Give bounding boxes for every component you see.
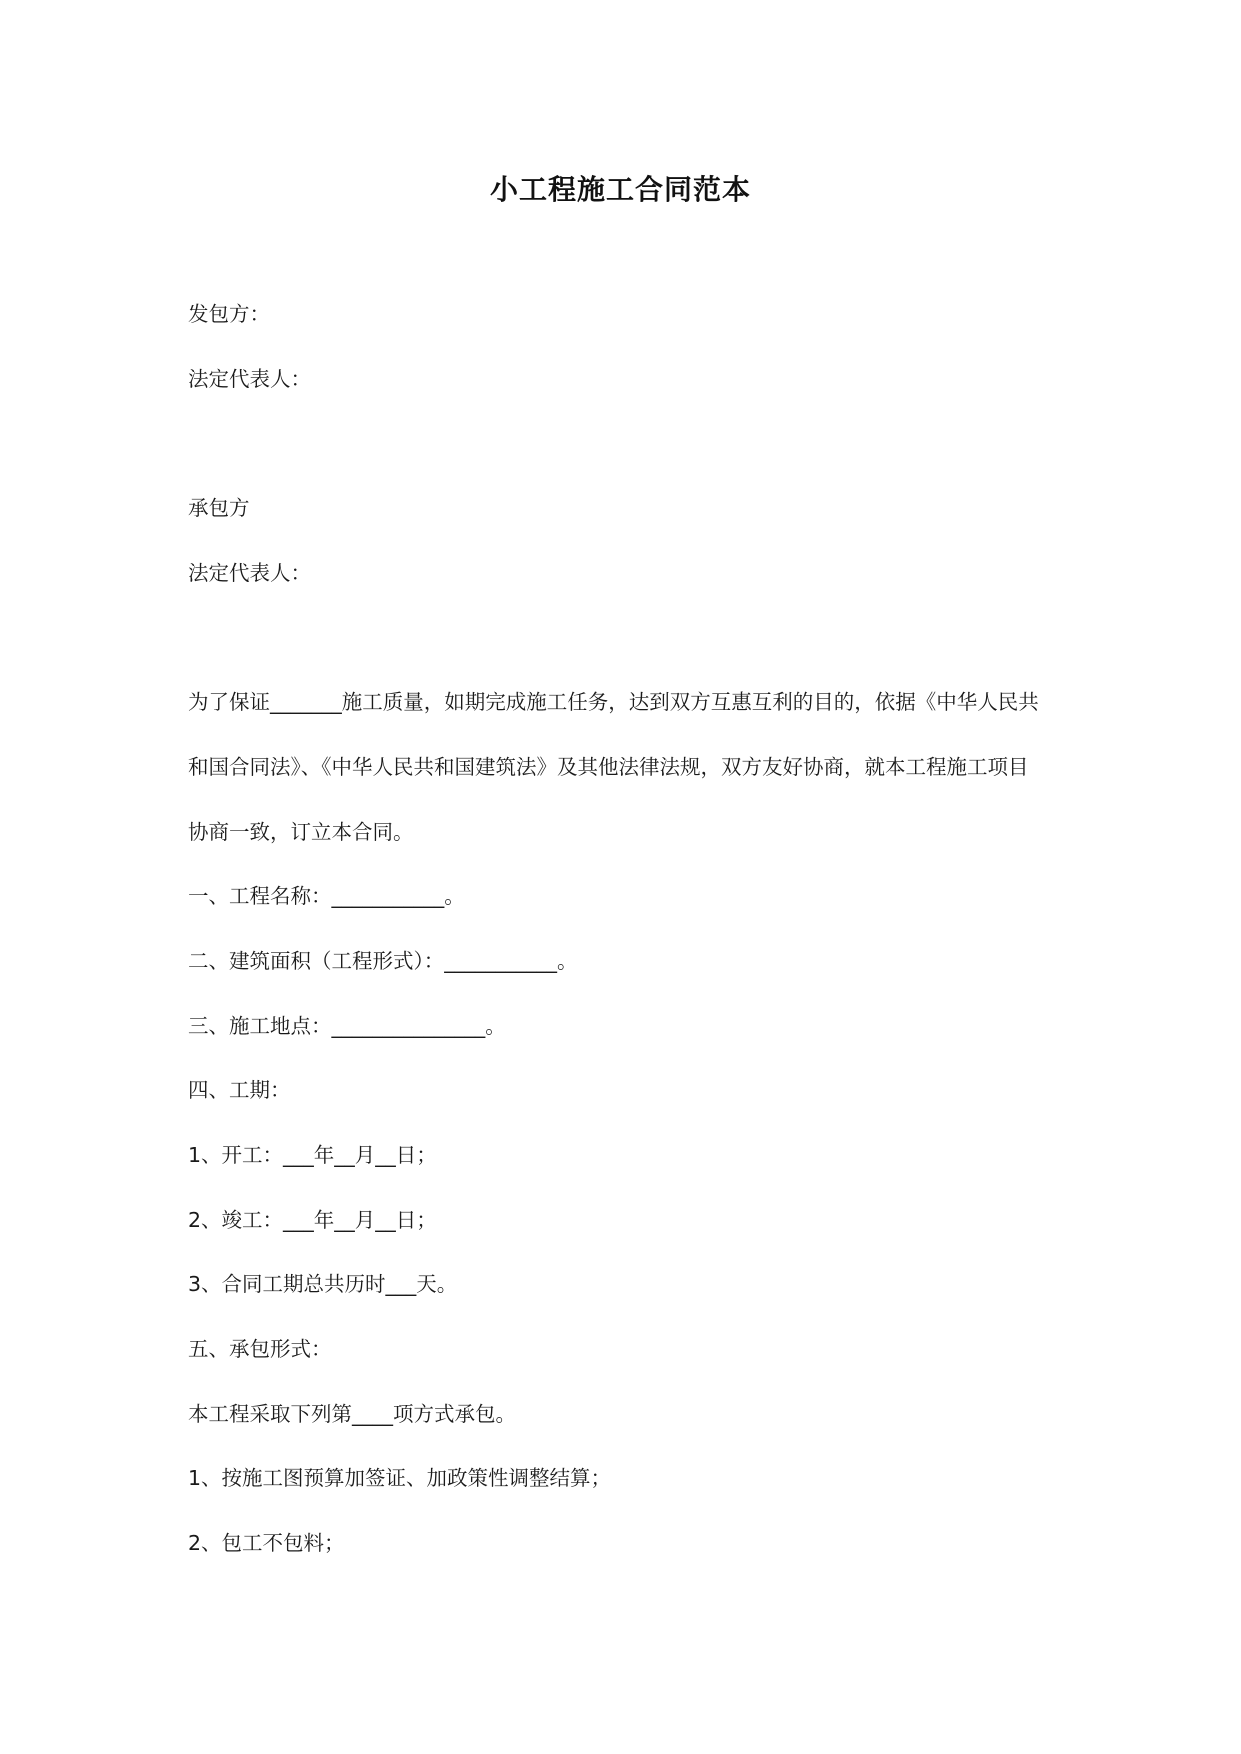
clause-option-2: 2、包工不包料； <box>188 1531 345 1555</box>
clause-contract-form-heading: 五、承包形式： <box>188 1337 332 1361</box>
preamble-line: 为了保证_______施工质量，如期完成施工任务，达到双方互惠互利的目的，依据《中华人民共 <box>188 690 1039 714</box>
party-b-representative-label: 法定代表人： <box>188 561 311 585</box>
preamble-line: 协商一致，订立本合同。 <box>188 820 414 844</box>
clause-completion-date: 2、竣工：___年__月__日； <box>188 1208 437 1232</box>
party-b-label: 承包方 <box>188 496 250 520</box>
document-title: 小工程施工合同范本 <box>489 173 751 206</box>
clause-project-name: 一、工程名称：___________。 <box>188 884 465 908</box>
clause-building-area: 二、建筑面积（工程形式）：___________。 <box>188 949 578 973</box>
clause-start-date: 1、开工：___年__月__日； <box>188 1143 437 1167</box>
clause-duration-heading: 四、工期： <box>188 1078 291 1102</box>
clause-contract-method: 本工程采取下列第____项方式承包。 <box>188 1402 516 1426</box>
preamble-line: 和国合同法》、《中华人民共和国建筑法》及其他法律法规，双方友好协商，就本工程施工项目 <box>188 755 1029 779</box>
clause-construction-site: 三、施工地点：_______________。 <box>188 1014 506 1038</box>
party-a-label: 发包方： <box>188 302 270 326</box>
party-a-representative-label: 法定代表人： <box>188 367 311 391</box>
clause-total-days: 3、合同工期总共历时___天。 <box>188 1272 458 1296</box>
clause-option-1: 1、按施工图预算加签证、加政策性调整结算； <box>188 1466 612 1490</box>
